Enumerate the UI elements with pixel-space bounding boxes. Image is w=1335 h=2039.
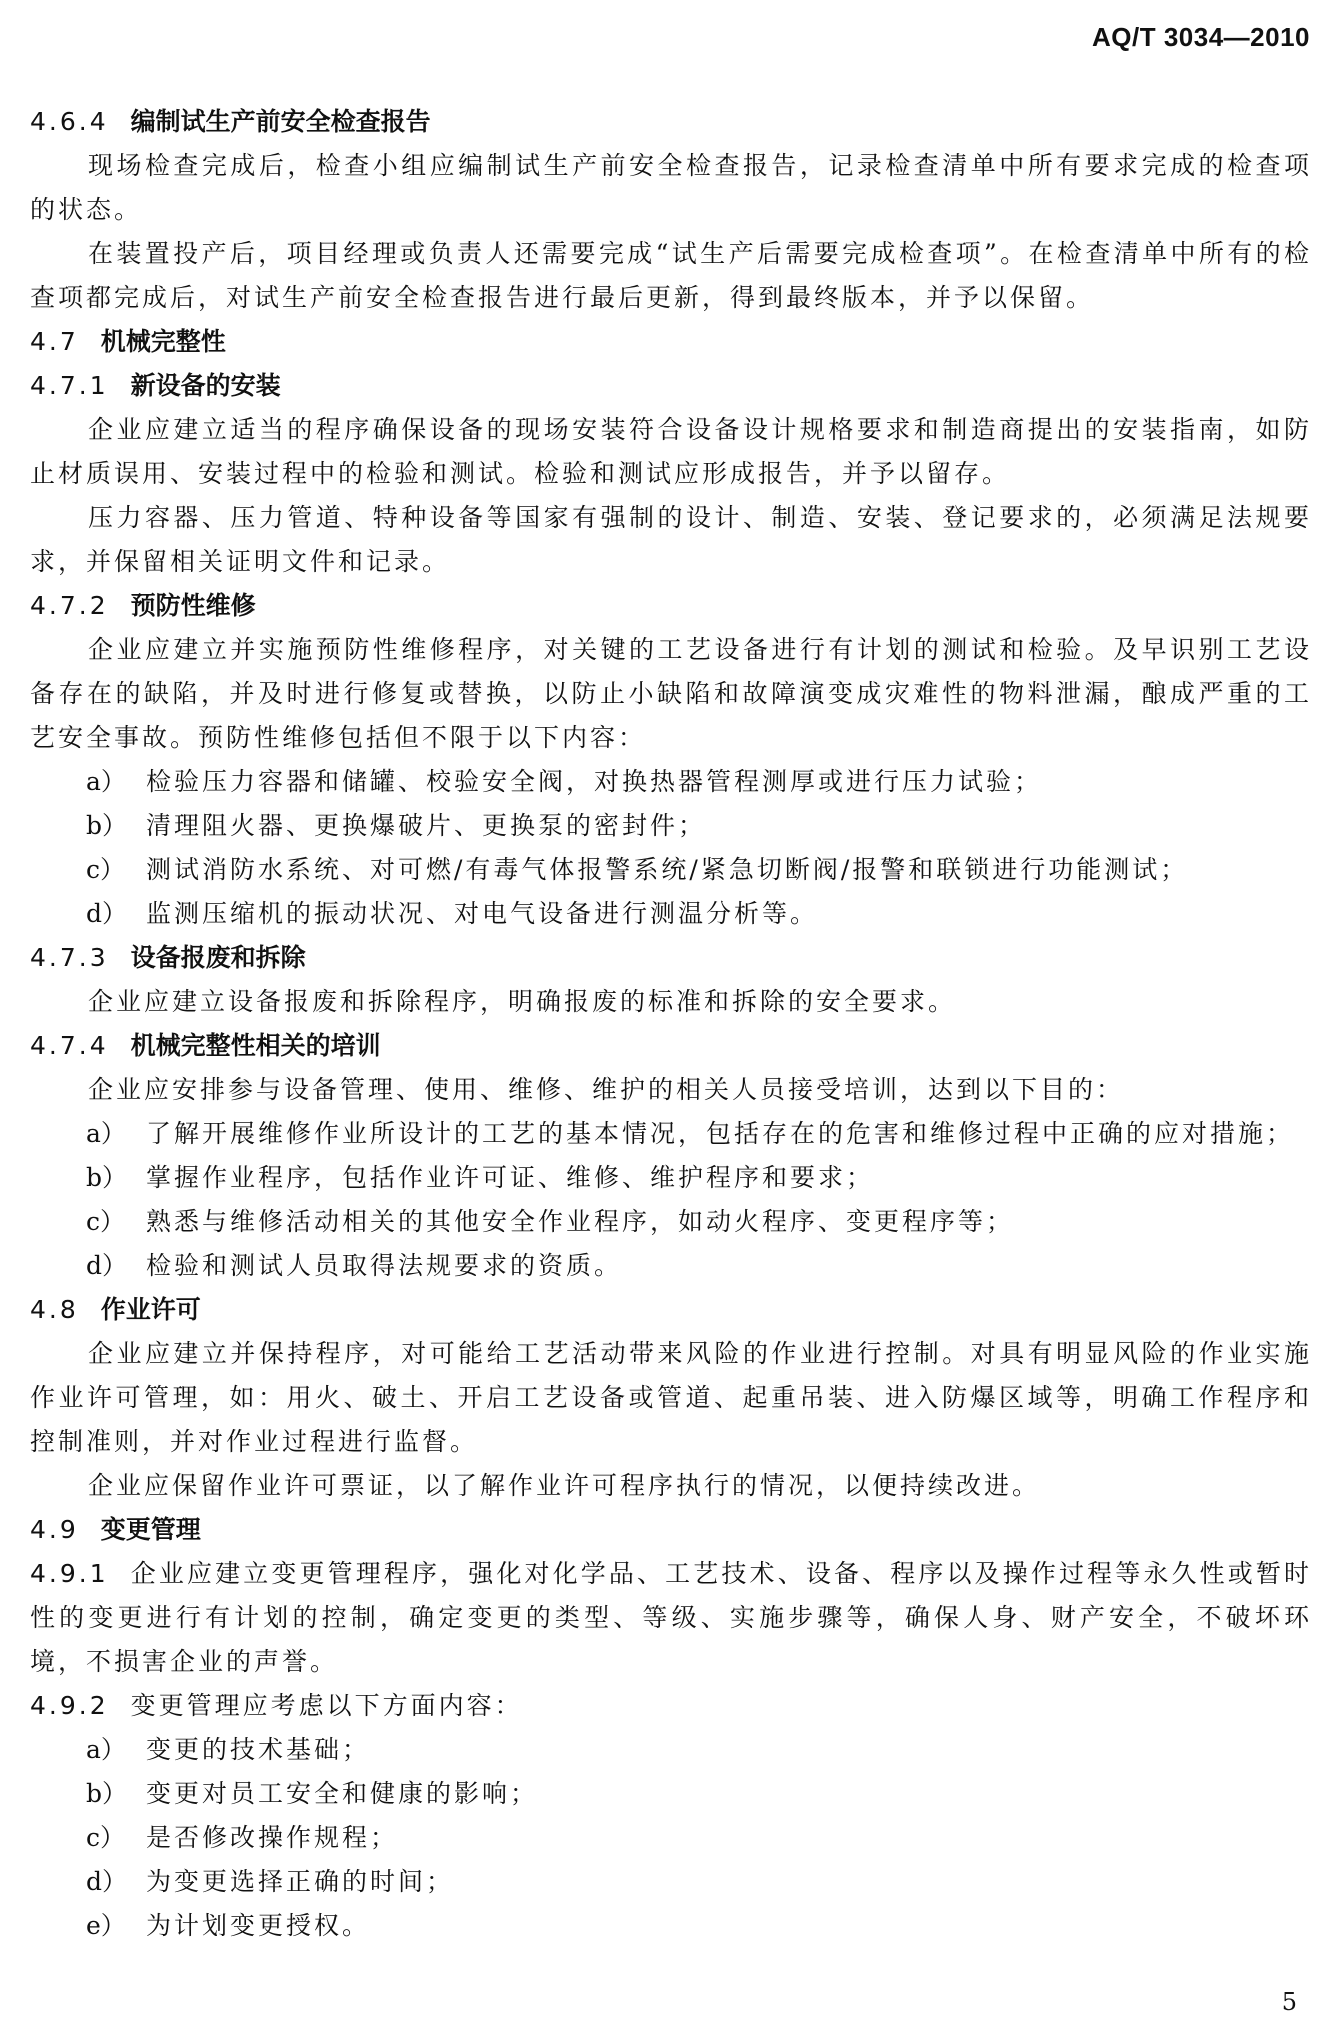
section-title: 机械完整性 — [100, 327, 226, 356]
paragraph: 压力容器、压力管道、特种设备等国家有强制的设计、制造、安装、登记要求的，必须满足法规要求，并保留相关证明文件和记录。 — [30, 503, 1312, 576]
paragraph: 企业应建立适当的程序确保设备的现场安装符合设备设计规格要求和制造商提出的安装指南，如防止材质误用、安装过程中的检验和测试。检验和测试应形成报告，并予以留存。 — [30, 415, 1312, 488]
section-title: 机械完整性相关的培训 — [130, 1031, 381, 1060]
list-item-text: 变更的技术基础； — [146, 1735, 371, 1764]
list-marker: d） — [86, 899, 128, 928]
section-title: 设备报废和拆除 — [130, 943, 306, 972]
section-title: 变更管理 — [100, 1515, 201, 1544]
list-item-text: 监测压缩机的振动状况、对电气设备进行测温分析等。 — [146, 899, 819, 928]
list-item — [30, 1156, 1312, 1200]
list-marker: d） — [86, 1867, 128, 1896]
list-marker: a） — [86, 767, 126, 796]
paragraph: 企业应安排参与设备管理、使用、维修、维护的相关人员接受培训，达到以下目的： — [88, 1075, 1125, 1104]
heading-4-6-4 — [30, 100, 1312, 144]
list-item — [30, 1112, 1312, 1156]
section-number: 4.6.4 — [30, 107, 109, 136]
section-title: 作业许可 — [100, 1295, 201, 1324]
list-item — [30, 1904, 1312, 1948]
heading-4-7-1 — [30, 364, 1312, 408]
paragraph: 现场检查完成后，检查小组应编制试生产前安全检查报告，记录检查清单中所有要求完成的检查项的状态。 — [30, 151, 1312, 224]
heading-4-9 — [30, 1508, 1312, 1552]
heading-4-7-4 — [30, 1024, 1312, 1068]
list-item-text: 检验压力容器和储罐、校验安全阀，对换热器管程测厚或进行压力试验； — [146, 767, 1043, 796]
list-marker: d） — [86, 1251, 128, 1280]
section-number: 4.9 — [30, 1515, 79, 1544]
paragraph: 企业应建立并实施预防性维修程序，对关键的工艺设备进行有计划的测试和检验。及早识别工艺设备存在的缺陷，并及时进行修复或替换，以防止小缺陷和故障演变成灾难性的物料泄漏，酿成严重的工艺安全事故。预防性维修包括但不限于以下内容： — [30, 635, 1312, 752]
section-title: 编制试生产前安全检查报告 — [130, 107, 431, 136]
section-title: 预防性维修 — [130, 591, 256, 620]
list-item — [30, 848, 1312, 892]
list-marker: e） — [86, 1911, 126, 1940]
paragraph: 企业应保留作业许可票证，以了解作业许可程序执行的情况，以便持续改进。 — [88, 1471, 1041, 1500]
clause-text: 企业应建立变更管理程序，强化对化学品、工艺技术、设备、程序以及操作过程等永久性或暂时性的变更进行有计划的控制，确定变更的类型、等级、实施步骤等，确保人身、财产安全，不破坏环境，不损害企业的声誉。 — [30, 1559, 1312, 1676]
document-body — [30, 100, 1312, 1948]
section-number: 4.7.4 — [30, 1031, 109, 1060]
page-number: 5 — [1281, 1988, 1297, 2016]
list-item-text: 测试消防水系统、对可燃/有毒气体报警系统/紧急切断阀/报警和联锁进行功能测试； — [146, 855, 1189, 884]
paragraph: 企业应建立并保持程序，对可能给工艺活动带来风险的作业进行控制。对具有明显风险的作业实施作业许可管理，如：用火、破土、开启工艺设备或管道、起重吊装、进入防爆区域等，明确工作程序和控制准则，并对作业过程进行监督。 — [30, 1339, 1312, 1456]
clause-text: 变更管理应考虑以下方面内容： — [130, 1691, 523, 1720]
list-marker: c） — [86, 855, 126, 884]
list-item-text: 为变更选择正确的时间； — [146, 1867, 455, 1896]
list-marker: b） — [86, 1163, 128, 1192]
list-marker: b） — [86, 1779, 128, 1808]
list-marker: a） — [86, 1735, 126, 1764]
section-number: 4.9.1 — [30, 1559, 109, 1588]
paragraph: 企业应建立设备报废和拆除程序，明确报废的标准和拆除的安全要求。 — [88, 987, 957, 1016]
list-item-text: 检验和测试人员取得法规要求的资质。 — [146, 1251, 623, 1280]
list-item — [30, 1728, 1312, 1772]
list-item — [30, 1244, 1312, 1288]
paragraph: 在装置投产后，项目经理或负责人还需要完成“试生产后需要完成检查项”。在检查清单中所有的检查项都完成后，对试生产前安全检查报告进行最后更新，得到最终版本，并予以保留。 — [30, 239, 1312, 312]
list-item-text: 了解开展维修作业所设计的工艺的基本情况，包括存在的危害和维修过程中正确的应对措施； — [146, 1119, 1295, 1148]
list-item-text: 掌握作业程序，包括作业许可证、维修、维护程序和要求； — [146, 1163, 875, 1192]
list-item — [30, 892, 1312, 936]
section-number: 4.7 — [30, 327, 79, 356]
list-marker: c） — [86, 1823, 126, 1852]
section-title: 新设备的安装 — [130, 371, 281, 400]
list-item-text: 为计划变更授权。 — [146, 1911, 371, 1940]
section-number: 4.8 — [30, 1295, 79, 1324]
list-marker: a） — [86, 1119, 126, 1148]
list-item-text: 清理阻火器、更换爆破片、更换泵的密封件； — [146, 811, 707, 840]
list-item-text: 变更对员工安全和健康的影响； — [146, 1779, 539, 1808]
section-number: 4.7.1 — [30, 371, 109, 400]
heading-4-8 — [30, 1288, 1312, 1332]
list-item — [30, 760, 1312, 804]
list-item — [30, 1860, 1312, 1904]
list-marker: b） — [86, 811, 128, 840]
list-item-text: 是否修改操作规程； — [146, 1823, 399, 1852]
section-number: 4.9.2 — [30, 1691, 109, 1720]
heading-4-7-2 — [30, 584, 1312, 628]
clause-4-9-1 — [30, 1552, 1312, 1684]
list-item — [30, 1772, 1312, 1816]
list-item — [30, 804, 1312, 848]
clause-4-9-2 — [30, 1684, 1312, 1728]
list-item — [30, 1816, 1312, 1860]
list-marker: c） — [86, 1207, 126, 1236]
list-item-text: 熟悉与维修活动相关的其他安全作业程序，如动火程序、变更程序等； — [146, 1207, 1015, 1236]
list-item — [30, 1200, 1312, 1244]
standard-code: AQ/T 3034—2010 — [1091, 22, 1310, 52]
heading-4-7 — [30, 320, 1312, 364]
section-number: 4.7.3 — [30, 943, 109, 972]
section-number: 4.7.2 — [30, 591, 109, 620]
heading-4-7-3 — [30, 936, 1312, 980]
